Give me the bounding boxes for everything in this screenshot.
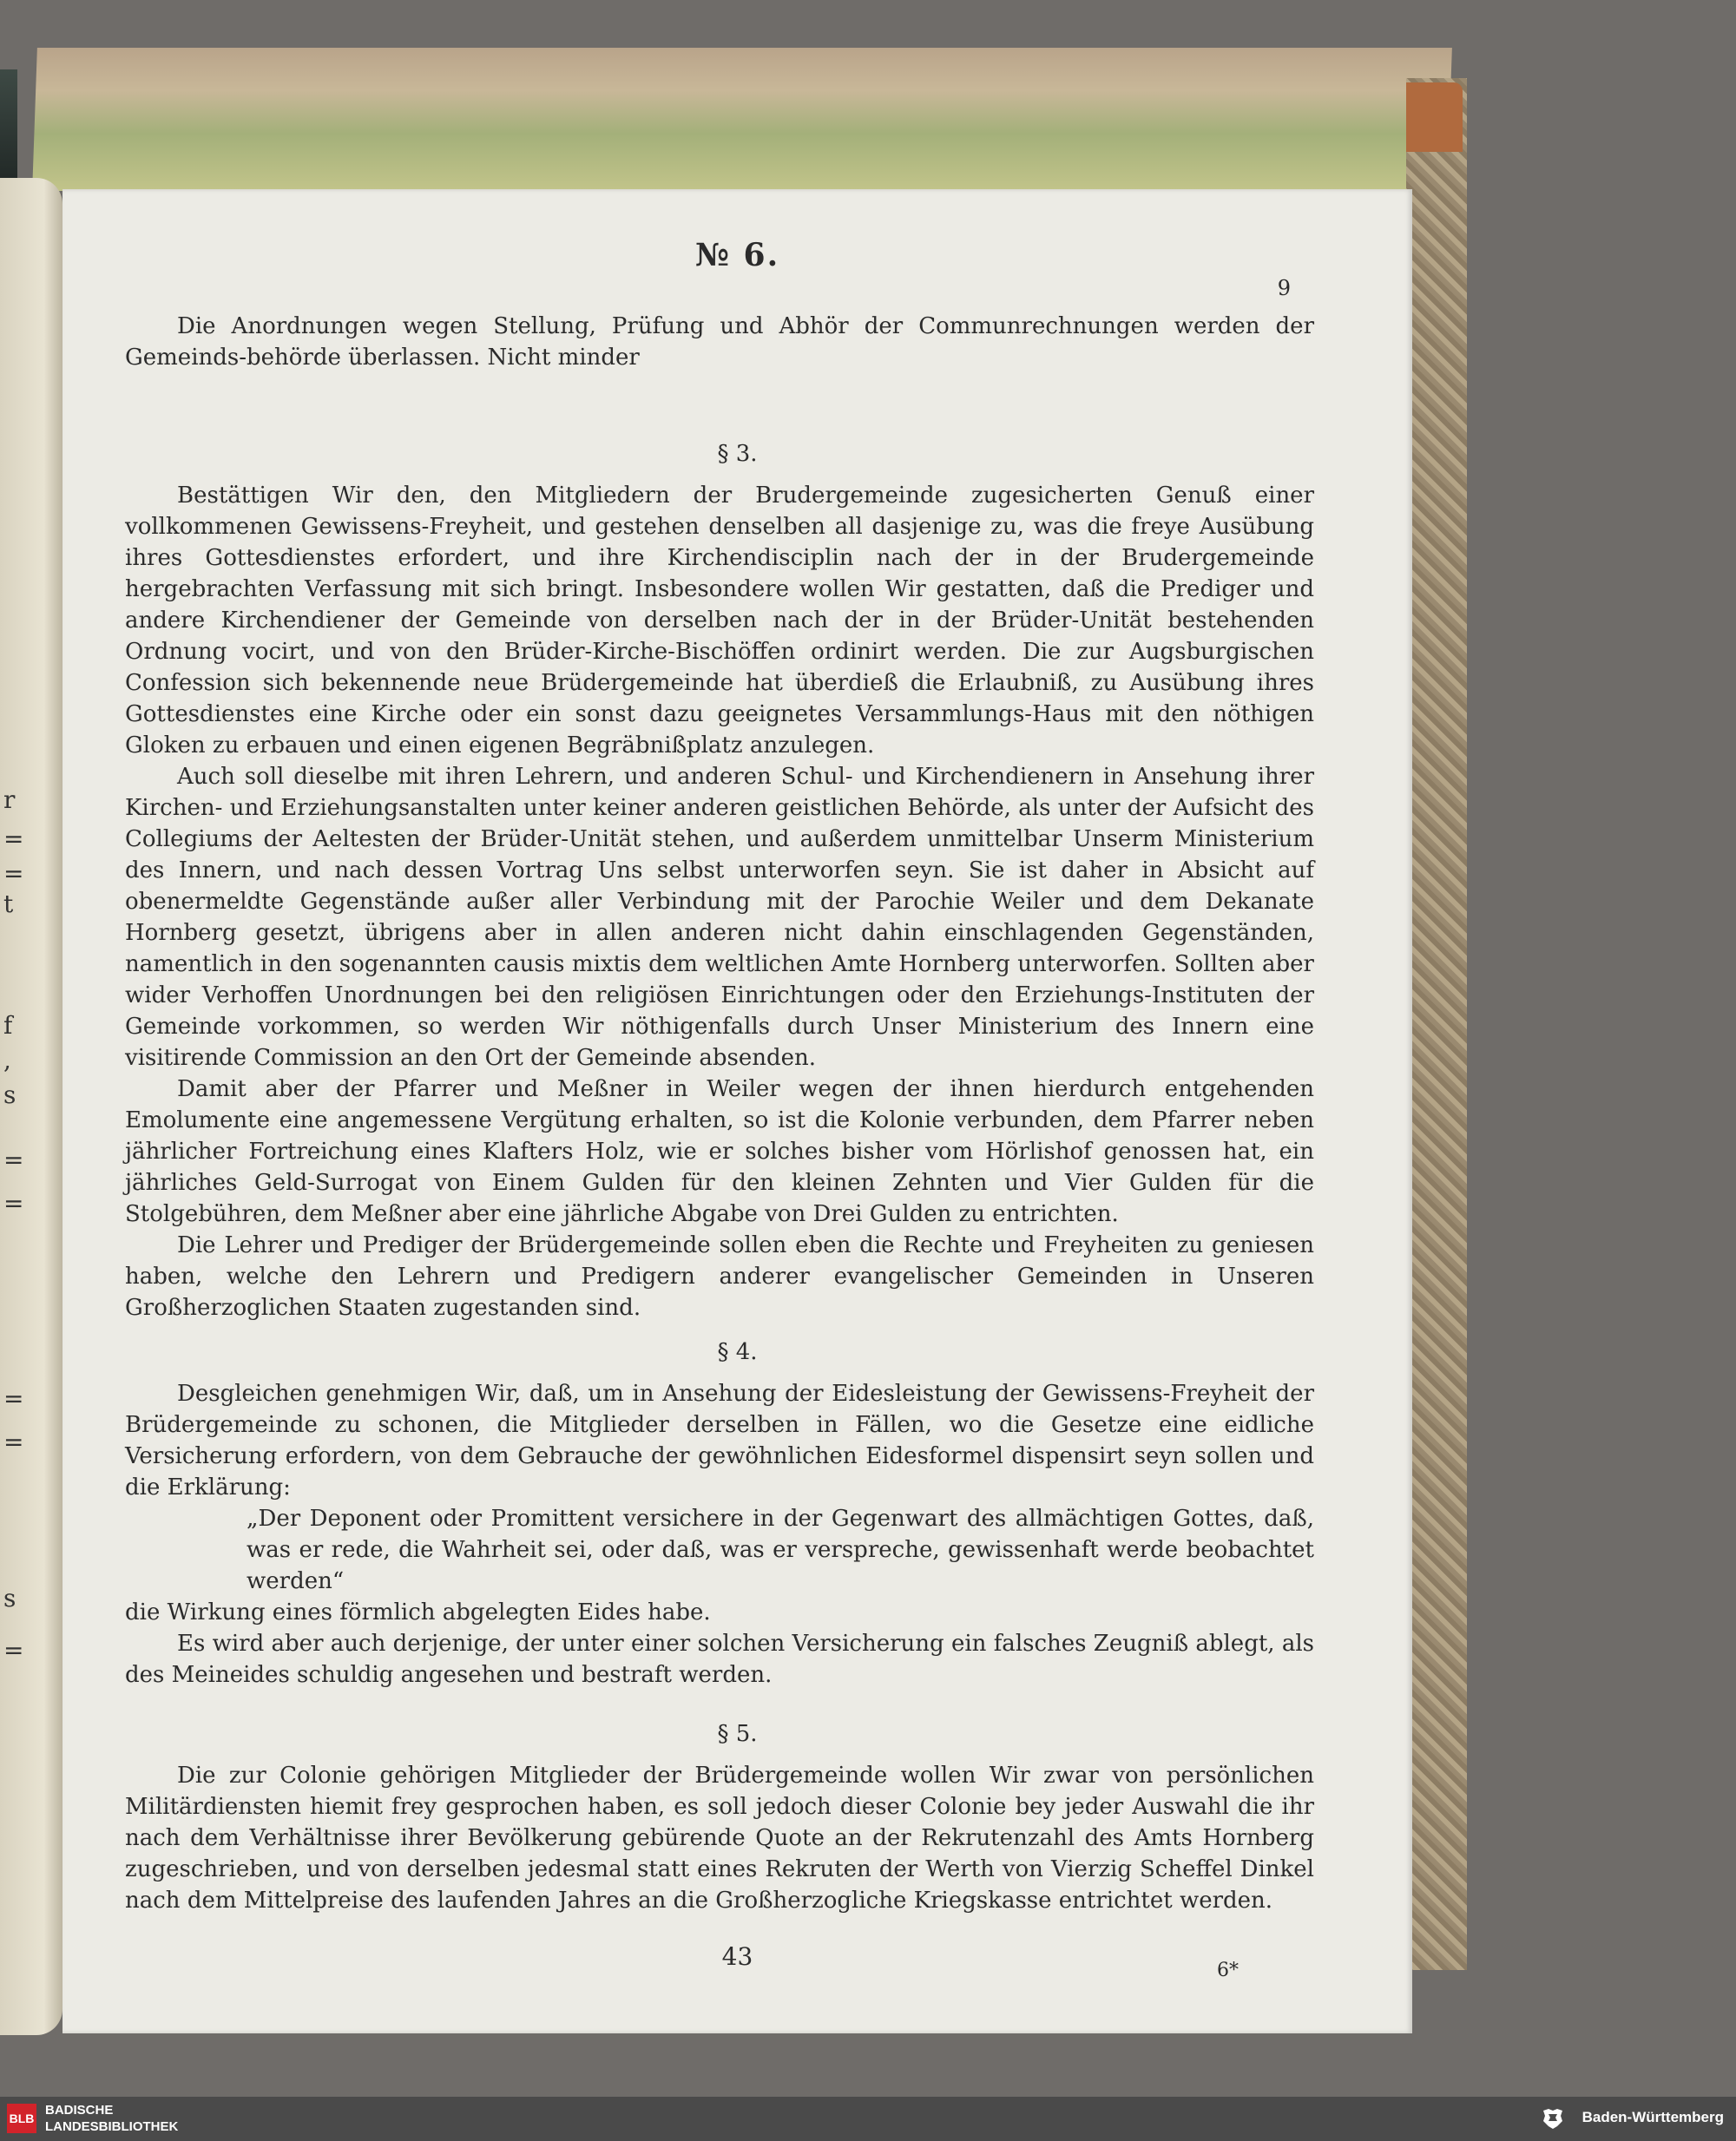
oath-quote: „Der Deponent oder Promittent versichere in der Gegenwart des allmächtigen Gottes, daß, was er rede, die Wahrheit sei, oder daß, was er verspreche, gewissenhaft werde beobachtet werden“ <box>247 1506 1314 1594</box>
paragraph: Damit aber der Pfarrer und Meßner in Weiler wegen der ihnen hierdurch entgehenden Emolumente eine angemessene Vergütung erhalten, so ist die Kolonie verbunden, dem Pfarrer neben jährlicher Fortreichung eines Klafters Holz, wie er solches bisher vom Hörlishof genossen hat, ein jährliches Geld-Surrogat von Einem Gulden für den kleinen Zehnten und Vier Gulden für die Stolgebühren, dem Meßner aber eine jährliche Abgabe von Drei Gulden zu entrichten. <box>125 1076 1314 1227</box>
paragraph: Die zur Colonie gehörigen Mitglieder der Brüdergemeinde wollen Wir zwar von persönlichen Militärdiensten hiemit frey gesprochen haben, es soll jedoch dieser Colonie bey jeder Auswahl die ihr nach dem Verhältnisse ihrer Bevölkerung gebürende Quote an der Rekrutenzahl des Amts Hornberg zugeschrieben, und von derselben jedesmal statt eines Rekruten der Werth von Vierzig Scheffel Dinkel nach dem Mittelpreise des laufenden Jahres an die Großherzogliche Kriegskasse entrichtet werden. <box>125 1763 1314 1914</box>
margin-glyph: f <box>3 1011 13 1040</box>
bw-coat-of-arms-icon[interactable] <box>1540 2105 1566 2131</box>
paragraph: Die Lehrer und Prediger der Brüdergemeinde sollen eben die Rechte und Freyheiten zu geniesen haben, welche den Lehrern und Predigern anderer evangelischer Gemeinden in Unseren Großherzoglichen Staaten zugestanden sind. <box>125 1232 1314 1321</box>
book-spine <box>1406 82 1463 152</box>
margin-glyph: , <box>3 1046 11 1074</box>
viewer-footer-bar <box>0 2097 1736 2141</box>
section-title: § 4. <box>717 1339 758 1365</box>
margin-glyph: = <box>3 824 24 853</box>
bookmark-ribbon <box>0 69 17 191</box>
library-name[interactable] <box>45 2102 178 2135</box>
partner-name[interactable]: Baden-Württemberg <box>1581 2109 1724 2125</box>
paragraph: Es wird aber auch derjenige, der unter einer solchen Versicherung ein falsches Zeugniß ablegt, als des Meineides schuldig angesehen und bestraft werden. <box>125 1631 1314 1688</box>
blb-logo-icon[interactable]: BLB <box>7 2104 36 2133</box>
page-number: 9 <box>1277 276 1291 300</box>
paragraph: Bestättigen Wir den, den Mitgliedern der Brudergemeinde zugesicherten Genuß einer vollkommenen Gewissens-Freyheit, und gestehen denselben all dasjenige zu, was die freye Ausübung ihres Gottesdienstes erfordert, und ihre Kirchendisciplin nach der in der Brudergemeinde hergebrachten Verfassung mit sich bringt. Insbesondere wollen Wir gestatten, daß die Prediger und andere Kirchendiener der Gemeinde von derselben nach der in der Brüder-Unität bestehenden Ordnung vocirt, und von den Brüder-Kirche-Bischöffen ordinirt werden. Die zur Augsburgischen Confession sich bekennende neue Brüdergemeinde hat überdieß die Erlaubniß, zu Ausübung ihres Gottesdienstes eine Kirche oder ein sonst dazu geeignetes Versammlungs-Haus mit den nöthigen Gloken zu erbauen und einen eigenen Begräbnißplatz anzulegen. <box>125 483 1314 759</box>
section-title: § 3. <box>717 441 758 467</box>
margin-glyph: = <box>3 1636 24 1665</box>
document-number: № 6. <box>694 237 780 273</box>
margin-glyph: r <box>3 785 16 814</box>
section-5-body <box>125 1760 1314 1916</box>
margin-glyph: = <box>3 1146 24 1174</box>
margin-glyph: = <box>3 1428 24 1456</box>
margin-glyph: = <box>3 859 24 888</box>
paragraph: Die Anordnungen wegen Stellung, Prüfung und Abhör der Communrechnungen werden der Gemeinds-behörde überlassen. Nicht minder <box>125 313 1314 371</box>
footer-page-number: 43 <box>721 1942 753 1971</box>
signature-mark: 6* <box>1217 1960 1239 1981</box>
margin-glyph: s <box>3 1080 16 1109</box>
document-page <box>62 189 1412 2033</box>
margin-glyph: s <box>3 1584 16 1612</box>
paragraph: Desgleichen genehmigen Wir, daß, um in Ansehung der Eidesleistung der Gewissens-Freyheit der Brüdergemeinde zu schonen, die Mitglieder derselben in Fällen, wo die Gesetze eine eidliche Versicherung erfordern, von dem Gebrauche der gewöhnlichen Eidesformel dispensirt seyn sollen und die Erklärung: <box>125 1381 1314 1501</box>
margin-glyph: t <box>3 890 14 918</box>
left-page-edge <box>0 178 62 2035</box>
library-name-line1: BADISCHE <box>45 2103 114 2118</box>
margin-glyph: = <box>3 1384 24 1413</box>
section-4-body <box>125 1378 1314 1691</box>
section-3-body <box>125 480 1314 1323</box>
margin-glyph: = <box>3 1189 24 1218</box>
intro-paragraph <box>125 311 1314 373</box>
paragraph: Auch soll dieselbe mit ihren Lehrern, und anderen Schul- und Kirchendienern in Ansehung ihrer Kirchen- und Erziehungsanstalten unter keiner anderen geistlichen Behörde, als unter der Aufsicht des Collegiums der Aeltesten der Brüder-Unität stehen, und außerdem unmittelbar Unserm Ministerium des Innern, und nach dessen Vortrag Uns selbst unterworfen seyn. Sie ist daher in Absicht auf obenermeldte Gegenstände außer aller Verbindung mit der Parochie Weiler und dem Dekanate Hornberg gesetzt, übrigens aber in allen anderen nicht dahin einschlagenden Gegenständen, namentlich in den sogenannten causis mixtis dem weltlichen Amte Hornberg unterworfen. Sollten aber wider Verhoffen Unordnungen bei den religiösen Einrichtungen oder den Erziehungs-Instituten der Gemeinde vorkommen, so werden Wir nöthigenfalls durch Unser Ministerium des Innern eine visitirende Commission an den Ort der Gemeinde absenden. <box>125 764 1314 1071</box>
book-page-edges <box>32 48 1452 191</box>
paragraph: die Wirkung eines förmlich abgelegten Eides habe. <box>125 1599 711 1625</box>
library-name-line2: LANDESBIBLIOTHEK <box>45 2119 179 2134</box>
book-cover <box>1406 78 1467 1970</box>
section-title: § 5. <box>717 1721 758 1747</box>
